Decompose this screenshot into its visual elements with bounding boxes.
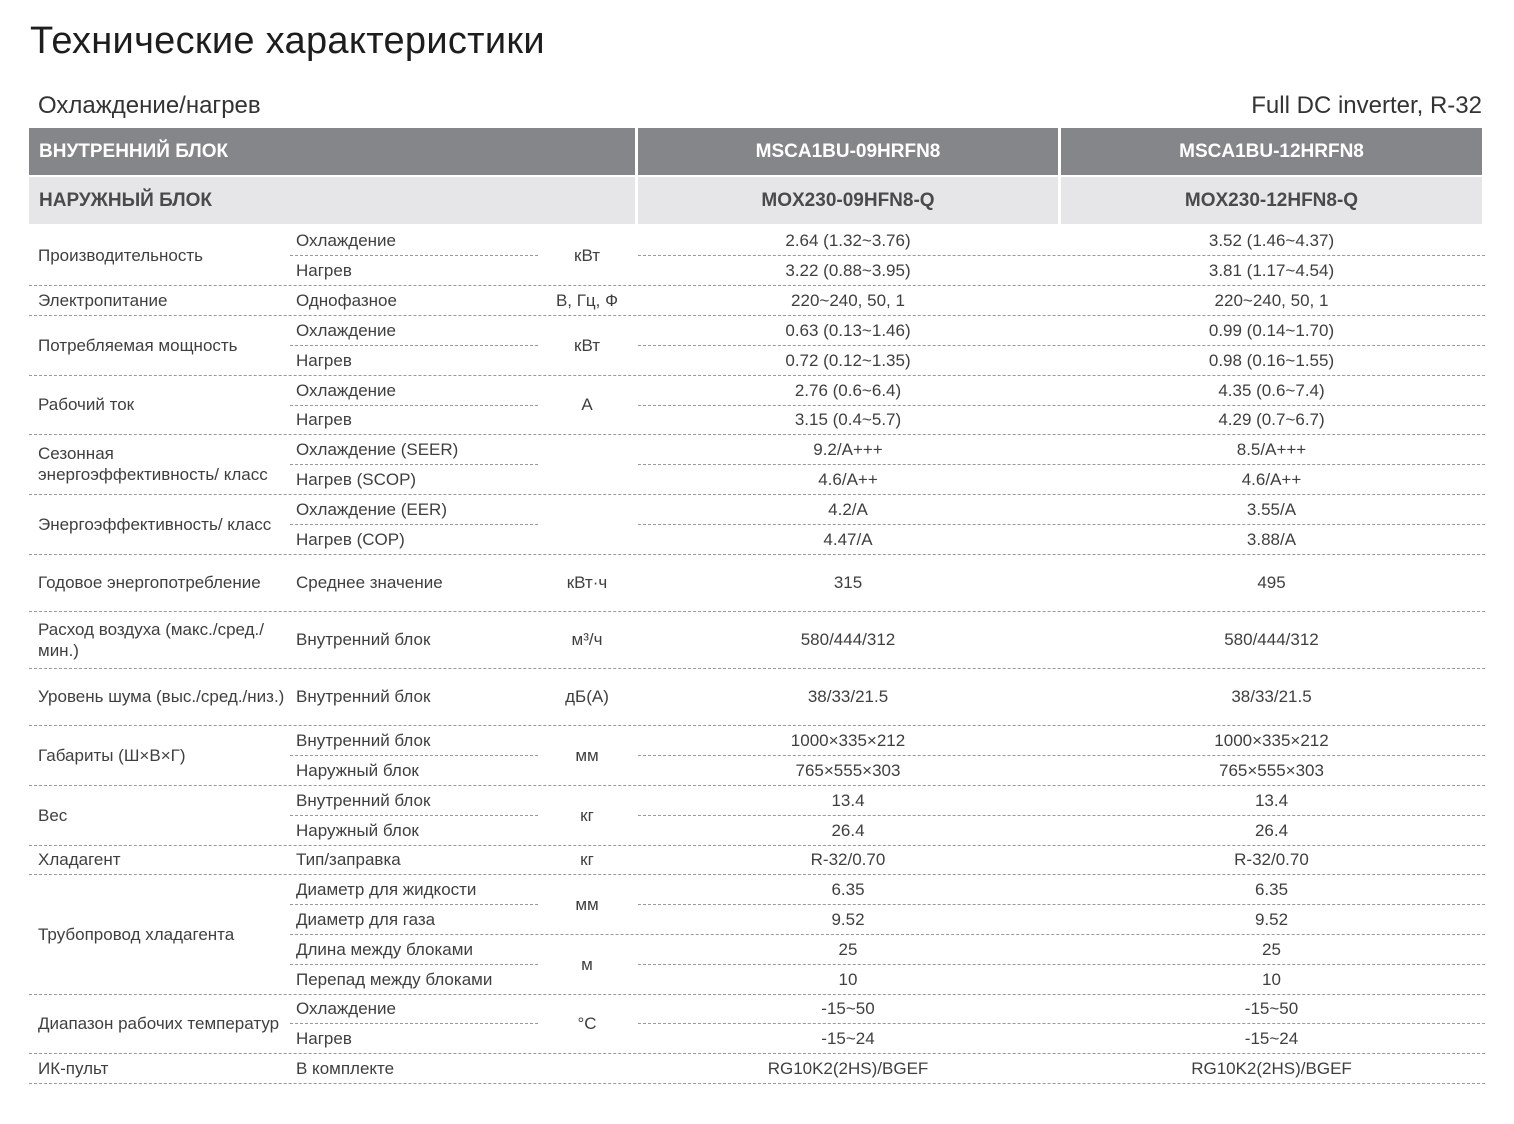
row-divider: [29, 375, 1485, 376]
value-model-1: 0.63 (0.13~1.46): [785, 320, 911, 340]
param-label: Сезонная энергоэффективность/ класс: [38, 444, 268, 484]
row-divider: [290, 1023, 538, 1024]
sub-param-label: Наружный блок: [296, 760, 419, 780]
row-divider: [29, 1083, 1485, 1084]
value-model-2: 0.98 (0.16~1.55): [1208, 350, 1335, 370]
value-model-2: 4.6/A++: [1241, 469, 1302, 489]
unit-label: А: [581, 395, 593, 414]
value-model-2: RG10K2(2HS)/BGEF: [1191, 1058, 1352, 1078]
sub-param-label: Охлаждение: [296, 380, 396, 400]
param-label: Диапазон рабочих температур: [38, 1014, 280, 1033]
value-model-2: 3.88/A: [1246, 529, 1297, 549]
value-model-1: 2.64 (1.32~3.76): [785, 230, 911, 250]
sub-param-label: Наружный блок: [296, 820, 419, 840]
row-divider: [29, 285, 1485, 286]
value-model-1: 26.4: [831, 820, 865, 840]
sub-param-label: Охлаждение: [296, 320, 396, 340]
sub-param-label: Внутренний блок: [296, 790, 431, 810]
value-model-2: 6.35: [1254, 879, 1289, 899]
sub-param-label: Внутренний блок: [296, 730, 431, 750]
unit-label: [538, 1053, 636, 1083]
unit-label: [538, 494, 636, 554]
value-model-2: -15~24: [1244, 1028, 1299, 1048]
param-label: Электропитание: [38, 290, 168, 310]
unit-label: кг: [580, 850, 594, 869]
unit-label: [538, 434, 636, 494]
sub-param-label: Среднее значение: [296, 573, 443, 592]
value-model-2: 765×555×303: [1219, 760, 1324, 780]
unit-label: мм: [575, 745, 599, 765]
unit-label: кг: [580, 805, 594, 825]
row-divider: [290, 524, 538, 525]
row-divider: [638, 964, 1485, 965]
row-divider: [290, 464, 538, 465]
value-model-1: 6.35: [831, 879, 865, 899]
param-label: Производительность: [38, 245, 204, 265]
row-divider: [638, 904, 1485, 905]
row-divider: [290, 815, 538, 816]
unit-label: мм: [575, 894, 599, 914]
row-divider: [29, 668, 1485, 669]
sub-param-label: Нагрев: [296, 410, 352, 429]
value-model-2: 25: [1262, 939, 1281, 959]
value-model-2: 220~240, 50, 1: [1214, 290, 1329, 310]
unit-label: кВт: [574, 335, 600, 355]
sub-param-label: Нагрев (COP): [296, 529, 405, 549]
value-model-1: 1000×335×212: [790, 730, 906, 750]
sub-param-label: Диаметр для газа: [296, 909, 436, 929]
row-divider: [290, 405, 538, 406]
param-label: Уровень шума (выс./сред./низ.): [38, 687, 285, 706]
value-model-1: 9.2/A+++: [813, 439, 883, 459]
row-divider: [290, 904, 538, 905]
param-label: Габариты (Ш×В×Г): [38, 745, 186, 765]
outdoor-unit-header-label: НАРУЖНЫЙ БЛОК: [29, 177, 635, 224]
value-model-1: 4.47/A: [823, 529, 873, 549]
sub-param-label: Перепад между блоками: [296, 969, 493, 989]
value-model-1: 4.6/A++: [818, 469, 878, 489]
sub-param-label: В комплекте: [296, 1058, 395, 1078]
row-divider: [29, 874, 1485, 875]
value-model-2: 4.29 (0.7~6.7): [1218, 410, 1325, 429]
value-model-1: R-32/0.70: [810, 850, 886, 869]
row-divider: [29, 1053, 1485, 1054]
param-label: Расход воздуха (макс./сред./мин.): [38, 619, 264, 660]
sub-param-label: Длина между блоками: [296, 939, 473, 959]
sub-param-label: Нагрев: [296, 1028, 352, 1048]
indoor-model-2: MSCA1BU-12HRFN8: [1061, 128, 1482, 175]
param-label: Годовое энергопотребление: [38, 573, 261, 592]
value-model-2: 495: [1257, 573, 1286, 592]
row-divider: [29, 315, 1485, 316]
value-model-2: 10: [1262, 969, 1281, 989]
unit-label: кВт: [574, 245, 600, 265]
unit-label: дБ(А): [565, 687, 609, 706]
row-divider: [29, 785, 1485, 786]
row-divider: [290, 345, 538, 346]
mode-subtitle: Охлаждение/нагрев: [38, 92, 261, 119]
value-model-1: -15~24: [821, 1028, 875, 1048]
outdoor-model-1: MOX230-09HFN8-Q: [638, 177, 1058, 224]
row-divider: [29, 494, 1485, 495]
row-divider: [29, 994, 1485, 995]
sub-param-label: Диаметр для жидкости: [296, 879, 477, 899]
row-divider: [638, 255, 1485, 256]
row-divider: [638, 815, 1485, 816]
value-model-2: 9.52: [1254, 909, 1289, 929]
row-divider: [29, 845, 1485, 846]
sub-param-label: Охлаждение (EER): [296, 499, 447, 519]
param-label: ИК-пульт: [38, 1058, 109, 1078]
value-model-1: 3.15 (0.4~5.7): [794, 410, 902, 429]
sub-param-label: Внутренний блок: [296, 630, 431, 649]
value-model-2: 580/444/312: [1224, 630, 1319, 649]
value-model-1: -15~50: [821, 999, 875, 1018]
value-model-1: RG10K2(2HS)/BGEF: [767, 1058, 929, 1078]
sub-param-label: Внутренний блок: [296, 687, 431, 706]
row-divider: [638, 405, 1485, 406]
value-model-2: 3.81 (1.17~4.54): [1208, 260, 1335, 280]
value-model-2: 13.4: [1254, 790, 1289, 810]
unit-label: м: [581, 954, 593, 974]
value-model-1: 2.76 (0.6~6.4): [794, 380, 902, 400]
param-label: Потребляемая мощность: [38, 335, 238, 355]
param-label: Вес: [38, 805, 68, 825]
value-model-2: 3.52 (1.46~4.37): [1208, 230, 1335, 250]
row-divider: [290, 934, 1485, 935]
sub-param-label: Охлаждение: [296, 999, 396, 1018]
inverter-subtitle: Full DC inverter, R-32: [1251, 92, 1482, 119]
value-model-1: 13.4: [831, 790, 865, 810]
value-model-1: 580/444/312: [800, 630, 896, 649]
unit-label: м³/ч: [571, 630, 603, 649]
row-divider: [638, 345, 1485, 346]
indoor-unit-header-label: ВНУТРЕННИЙ БЛОК: [29, 128, 635, 175]
value-model-2: R-32/0.70: [1234, 850, 1309, 869]
page-title: Технические характеристики: [30, 20, 545, 62]
row-divider: [29, 554, 1485, 555]
value-model-2: 26.4: [1254, 820, 1289, 840]
row-divider: [638, 755, 1485, 756]
sub-param-label: Однофазное: [296, 290, 397, 310]
value-model-2: 4.35 (0.6~7.4): [1218, 380, 1325, 400]
value-model-1: 0.72 (0.12~1.35): [785, 350, 911, 370]
value-model-1: 765×555×303: [795, 760, 901, 780]
row-divider: [638, 464, 1485, 465]
value-model-1: 4.2/A: [828, 499, 868, 519]
value-model-1: 220~240, 50, 1: [791, 290, 905, 310]
sub-param-label: Нагрев: [296, 350, 352, 370]
row-divider: [290, 255, 538, 256]
sub-param-label: Охлаждение: [296, 230, 396, 250]
param-label: Рабочий ток: [38, 395, 135, 414]
row-divider: [638, 524, 1485, 525]
value-model-2: 3.55/A: [1246, 499, 1297, 519]
value-model-2: 1000×335×212: [1214, 730, 1329, 750]
sub-param-label: Нагрев (SCOP): [296, 469, 417, 489]
unit-label: °C: [577, 1014, 597, 1033]
param-label: Трубопровод хладагента: [38, 924, 235, 944]
value-model-2: 0.99 (0.14~1.70): [1208, 320, 1335, 340]
row-divider: [290, 964, 538, 965]
unit-label: В, Гц, Ф: [555, 290, 619, 310]
indoor-model-1: MSCA1BU-09HRFN8: [638, 128, 1058, 175]
sub-param-label: Тип/заправка: [296, 850, 401, 869]
value-model-1: 9.52: [831, 909, 865, 929]
row-divider: [290, 755, 538, 756]
value-model-1: 38/33/21.5: [807, 687, 889, 706]
row-divider: [638, 1023, 1485, 1024]
unit-label: кВт·ч: [566, 573, 608, 592]
value-model-2: -15~50: [1244, 999, 1299, 1018]
value-model-2: 8.5/A+++: [1236, 439, 1307, 459]
param-label: Хладагент: [38, 850, 121, 869]
value-model-1: 3.22 (0.88~3.95): [785, 260, 911, 280]
row-divider: [29, 725, 1485, 726]
row-divider: [29, 434, 1485, 435]
value-model-2: 38/33/21.5: [1231, 687, 1312, 706]
row-divider: [29, 611, 1485, 612]
outdoor-model-2: MOX230-12HFN8-Q: [1061, 177, 1482, 224]
value-model-1: 10: [838, 969, 858, 989]
value-model-1: 315: [833, 573, 863, 592]
sub-param-label: Нагрев: [296, 260, 352, 280]
value-model-1: 25: [838, 939, 858, 959]
param-label: Энергоэффективность/ класс: [38, 514, 272, 534]
sub-param-label: Охлаждение (SEER): [296, 439, 459, 459]
